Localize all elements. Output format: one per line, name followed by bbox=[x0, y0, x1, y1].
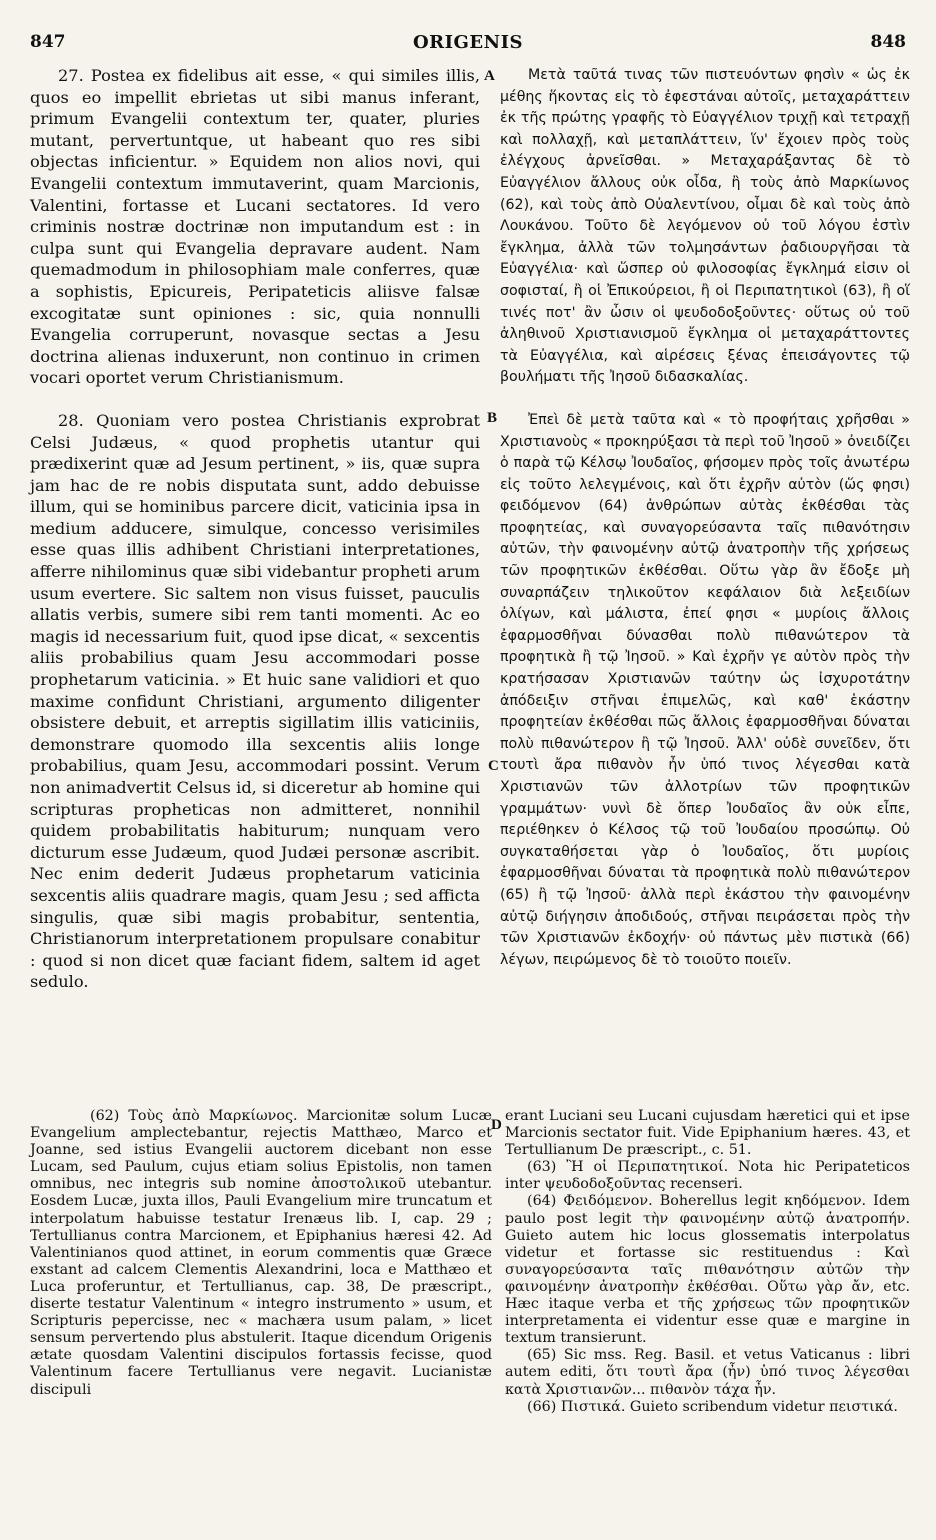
footnote-62: (62) Τοὺς ἀπὸ Μαρκίωνος. Marcionitæ solum Lucæ Evangelium amplectebantur, rejectis Matthæo, Marco et Joanne, sed istius Evangelii auctorem dicebant non esse Lucam, sed Paulum, cujus etiam solius Epistolis, non tamen omnibus, nec integris sub nomine ἀποστολικοῦ utebantur. Eosdem Lucæ, juxta illos, Pauli Evangelium mire truncatum et interpolatum habuisse testatur Irenæus lib. I, cap. 29 ; Tertullianus contra Marcionem, et Epiphanius hæresi 42. Ad Valentinianos quod attinet, in eorum commentis quæ Græce exstant ad calcem Clementis Alexandrini, loca e Matthæo et Luca proferuntur, et Tertullianus, cap. 38, De præscript., diserte testatur Valentinum « integro instrumento » usum, et Scripturis pepercisse, nec « machæra usum palam, » licet sensum pervertendo plus abstulerit. Itaque dicendum Origenis ætate quosdam Valentini discipulos fortassis fecisse, quod Valentinum facere Tertullianus vere negavit. Lucianistæ discipuli bbox=[30, 1108, 492, 1398]
footnote-62-continued: erant Luciani seu Lucani cujusdam hæretici qui et ipse Marcionis sectator fuit. Vide Epiphanium hæres. 43, et Tertullianum De præscript., c. 51. bbox=[505, 1108, 910, 1159]
running-title: ORIGENIS bbox=[412, 32, 524, 53]
latin-paragraph-27: 27. Postea ex fidelibus ait esse, « qui similes illis, quos eo impellit ebrietas ut sibi manus inferant, primum Evangelii contextum ter, quater, pluries mutant, pervertuntque, ut habeant quo res sibi objectas inficientur. » Equidem non alios novi, qui Evangelii contextum immutaverint, quam Marcionis, Valentini, fortasse et Lucani sectatores. Id vero criminis nostræ doctrinæ non imputandum est : in culpa sunt qui Evangelia depravare audent. Nam quemadmodum in philosophiam male conferres, quæ a sophistis, Epicureis, Peripateticis aliisve falsæ excogitatæ sunt opiniones : sic, quia nonnulli Evangelia corruperunt, novasque sectas a Jesu doctrina alienas induxerunt, non continuo in crimen vocari oportet verum Christianismum. bbox=[30, 66, 480, 388]
footnote-65: (65) Sic mss. Reg. Basil. et vetus Vaticanus : libri autem editi, ὅτι τουτὶ ἄρα (ἦν) ὑπό τινος λέγεσθαι κατὰ Χριστιανῶν... πιθανὸν τάχα ἦν. bbox=[505, 1347, 910, 1398]
page-number-left: 847 bbox=[30, 32, 66, 52]
greek-column bbox=[500, 65, 910, 971]
page-number-right: 848 bbox=[870, 32, 906, 52]
latin-paragraph-28: 28. Quoniam vero postea Christianis exprobrat Celsi Judæus, « quod prophetis utantur qui prædixerint quæ ad Jesum pertinent, » iis, quæ supra jam hac de re nobis disputata sunt, addo debuisse illum, qui se hominibus parcere dicit, vaticinia ipsa in medium adducere, simulque, concesso verisimiles esse quas illis adhibent Christiani interpretationes, afferre nihilominus quæ sibi videbantur propheti arum usum evertere. Sic saltem non visus fuisset, pauculis allatis verbis, sumere sibi rem tanti momenti. Ac eo magis id necessarium fuit, quod ipse dicat, « sexcentis aliis probabilius quam Jesu accommodari posse prophetarum vaticinia. » Et huic sane validiori et quo maxime confidunt Christiani, argumento diligenter obsistere debuit, et arreptis sigillatim illis vaticiniis, demonstrare quomodo illa sexcentis aliis longe probabilius, quam Jesu, accommodari possint. Verum non animadvertit Celsus id, si diceretur ab homine qui scripturas propheticas non admitteret, nonnihil quidem probabilitatis habiturum; nunquam vero dicturum esse Judæum, quod Judæi personæ ascribit. Nec enim dederit Judæus prophetarum vaticinia sexcentis aliis quadrare magis, quam Jesu ; sed afficta singulis, quæ sibi magis probabitur, sententia, Christianorum interpretationem propulsare conabitur : quod si non dicet quæ faciant fidem, saltem id aget sedulo. bbox=[30, 410, 480, 992]
footnote-64: (64) Φειδόμενον. Boherellus legit κηδόμενον. Idem paulo post legit τὴν φαινομένην αὐτῷ ἀνατροπήν. Guieto autem hic locus glossematis interpolatus videtur et fortasse sic restituendus : Καὶ συναγορεύσαντα ταῖς πιθανότησιν αὐτῶν τὴν φαινομένην ἀνατροπὴν ἐκθέσθαι. Οὕτω γὰρ ἄν, etc. Hæc itaque verba et τῆς χρήσεως τῶν προφητικῶν interpretamenta ei videntur esse quæ e margine in textum transierunt. bbox=[505, 1193, 910, 1347]
footnotes-left bbox=[30, 1108, 492, 1399]
footnotes-right bbox=[505, 1108, 910, 1416]
footnote-66: (66) Πιστικά. Guieto scribendum videtur πειστικά. bbox=[527, 1398, 898, 1415]
greek-paragraph-28: Ἐπεὶ δὲ μετὰ ταῦτα καὶ « τὸ προφήταις χρῆσθαι » Χριστιανοὺς « προκηρύξασι τὰ περὶ τοῦ Ἰησοῦ » ὀνειδίζει ὁ παρὰ τῷ Κέλσῳ Ἰουδαῖος, φήσομεν πρὸς τοῖς ἀνωτέρω εἰς τοῦτο λελεγμένοις, καὶ ὅτι ἐχρῆν αὐτὸν (ὥς φησι) φειδόμενον (64) ἀνθρώπων αὐτὰς ἐκθέσθαι τὰς προφητείας, καὶ συναγορεύσαντα ταῖς πιθανότησιν αὐτῶν, τὴν φαινομένην αὐτῷ ἀνατροπὴν τῆς χρήσεως τῶν προφητικῶν ἐκθέσθαι. Οὕτω γὰρ ἂν ἔδοξε μὴ συναρπάζειν τηλικοῦτον κεφάλαιον διὰ λεξειδίων ὀλίγων, καὶ μάλιστα, ἐπεί φησι « μυρίοις ἄλλοις ἐφαρμοσθῆναι δύνασθαι πολὺ πιθανώτερον τὰ προφητικὰ ἢ τῷ Ἰησοῦ. » Καὶ ἐχρῆν γε αὐτὸν πρὸς τὴν κρατήσασαν Χριστιανῶν ταύτην ὡς ἰσχυροτάτην ἀπόδειξιν στῆναι ἐπιμελῶς, καὶ καθ' ἑκάστην προφητείαν ἐκθέσθαι πῶς ἄλλοις ἐφαρμοσθῆναι δύναται πολὺ πιθανώτερον ἢ τῷ Ἰησοῦ. Ἀλλ' οὐδὲ συνεῖδεν, ὅτι τουτὶ ἄρα πιθανὸν ἦν ὑπό τινος λέγεσθαι κατὰ Χριστιανῶν τῶν ἀλλοτρίων τῶν προφητικῶν γραμμάτων· νυνὶ δὲ ὅπερ Ἰουδαῖος ἂν οὐκ εἶπε, περιέθηκεν ὁ Κέλσος τῷ τοῦ Ἰουδαίου προσώπῳ. Οὐ συγκαταθήσεται γὰρ ὁ Ἰουδαῖος, ὅτι μυρίοις ἐφαρμοσθῆναι δύναται τὰ προφητικὰ πολὺ πιθανώτερον (65) ἢ τῷ Ἰησοῦ· ἀλλὰ περὶ ἑκάστου τὴν φαινομένην αὐτῷ διήγησιν ἀποδιδούς, στῆναι πειράσεται πρὸς τὴν τῶν Χριστιανῶν ἐκδοχήν· οὐ πάντως μὲν πιστικὰ (66) λέγων, πειρώμενος δὲ τὸ τοιοῦτο ποιεῖν. bbox=[500, 411, 910, 968]
margin-marker-c: C bbox=[488, 758, 499, 774]
footnote-63: (63) Ἢ οἱ Περιπατητικοί. Nota hic Peripateticos inter ψευδοδοξοῦντας recenseri. bbox=[505, 1159, 910, 1193]
margin-marker-b: B bbox=[487, 410, 498, 426]
margin-marker-d: D bbox=[491, 1117, 502, 1133]
margin-marker-a: A bbox=[484, 68, 495, 84]
page-header bbox=[30, 32, 906, 56]
greek-paragraph-27: Μετὰ ταῦτά τινας τῶν πιστευόντων φησὶν « ὡς ἐκ μέθης ἥκοντας εἰς τὸ ἐφεστάναι αὐτοῖς, μεταχαράττειν ἐκ τῆς πρώτης γραφῆς τὸ Εὐαγγέλιον τριχῇ καὶ τετραχῇ καὶ πολλαχῇ, καὶ μεταπλάττειν, ἵν' ἔχοιεν πρὸς τοὺς ἐλέγχους ἀρνεῖσθαι. » Μεταχαράξαντας δὲ τὸ Εὐαγγέλιον ἄλλους οὐκ οἶδα, ἢ τοὺς ἀπὸ Μαρκίωνος (62), καὶ τοὺς ἀπὸ Οὐαλεντίνου, οἶμαι δὲ καὶ τοὺς ἀπὸ Λουκάνου. Τοῦτο δὲ λεγόμενον οὐ τοῦ λόγου ἐστὶν ἔγκλημα, ἀλλὰ τῶν τολμησάντων ῥαδιουργῆσαι τὰ Εὐαγγέλια· καὶ ὥσπερ οὐ φιλοσοφίας ἔγκλημά εἰσιν οἱ σοφισταί, ἢ οἱ Ἐπικούρειοι, ἢ οἱ Περιπατητικοὶ (63), ἢ οἵ τινές ποτ' ἂν ὦσιν οἱ ψευδοδοξοῦντες· οὕτως οὐ τοῦ ἀληθινοῦ Χριστιανισμοῦ ἔγκλημα οἱ μεταχαράττοντες τὰ Εὐαγγέλια, καὶ αἱρέσεις ξένας ἐπεισάγοντες τῷ βουλήματι τῆς Ἰησοῦ διδασκαλίας. bbox=[500, 67, 910, 386]
latin-column bbox=[30, 65, 480, 993]
